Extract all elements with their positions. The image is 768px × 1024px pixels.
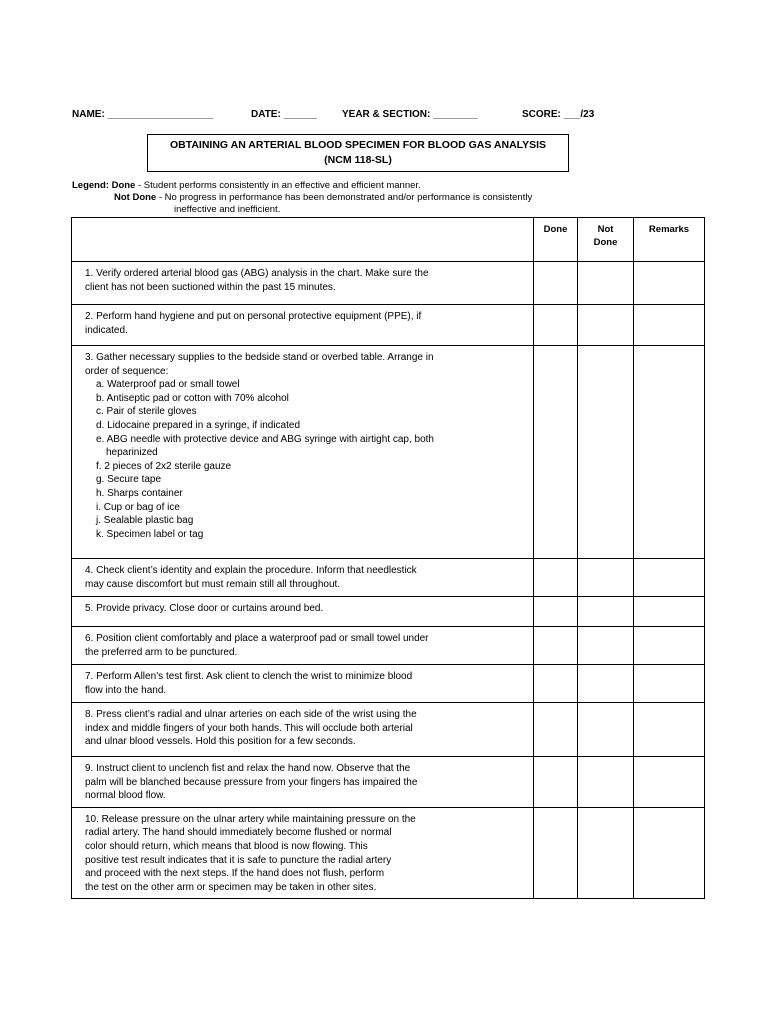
step-text-cell bbox=[72, 559, 534, 597]
step-line: 9. Instruct client to unclench fist and relax the hand now. Observe that the bbox=[85, 763, 411, 774]
step-5-text bbox=[82, 602, 523, 616]
header-not-done-line2: Done bbox=[593, 237, 618, 248]
step-9-text bbox=[82, 762, 523, 803]
supply-item: d. Lidocaine prepared in a syringe, if indicated bbox=[96, 419, 301, 431]
legend-not-done-cont: ineffective and inefficient. bbox=[174, 204, 281, 215]
done-checkbox-cell[interactable] bbox=[534, 559, 578, 597]
not-done-checkbox-cell[interactable] bbox=[578, 665, 634, 703]
done-checkbox-cell[interactable] bbox=[534, 703, 578, 757]
step-text-cell bbox=[72, 346, 534, 559]
legend bbox=[72, 180, 712, 216]
remarks-cell[interactable] bbox=[634, 757, 705, 808]
supply-item: b. Antiseptic pad or cotton with 70% alcohol bbox=[96, 392, 289, 404]
step-line: 6. Position client comfortably and place a waterproof pad or small towel under bbox=[85, 633, 429, 644]
step-line: 3. Gather necessary supplies to the bedside stand or overbed table. Arrange in bbox=[85, 352, 434, 363]
table-row bbox=[72, 597, 705, 627]
supply-item: f. 2 pieces of 2x2 sterile gauze bbox=[96, 460, 232, 472]
done-checkbox-cell[interactable] bbox=[534, 262, 578, 305]
table-row bbox=[72, 627, 705, 665]
step-text-cell bbox=[72, 757, 534, 808]
year-section-field-label: YEAR & SECTION: ________ bbox=[342, 109, 478, 120]
not-done-checkbox-cell[interactable] bbox=[578, 703, 634, 757]
remarks-cell[interactable] bbox=[634, 262, 705, 305]
done-checkbox-cell[interactable] bbox=[534, 346, 578, 559]
step-text-cell bbox=[72, 305, 534, 346]
not-done-checkbox-cell[interactable] bbox=[578, 597, 634, 627]
remarks-cell[interactable] bbox=[634, 346, 705, 559]
remarks-cell[interactable] bbox=[634, 703, 705, 757]
header-not-done bbox=[578, 218, 634, 262]
supply-item: g. Secure tape bbox=[96, 474, 162, 486]
step-line: color should return, which means that blood is now flowing. This bbox=[85, 840, 368, 852]
done-checkbox-cell[interactable] bbox=[534, 757, 578, 808]
checklist-table bbox=[71, 217, 705, 899]
supply-item: k. Specimen label or tag bbox=[96, 528, 204, 540]
step-text-cell bbox=[72, 597, 534, 627]
step-line: indicated. bbox=[85, 324, 128, 336]
remarks-cell[interactable] bbox=[634, 559, 705, 597]
table-row bbox=[72, 665, 705, 703]
step-line: and proceed with the next steps. If the hand does not flush, perform bbox=[85, 868, 385, 880]
step-line: 5. Provide privacy. Close door or curtains around bed. bbox=[85, 603, 324, 614]
done-checkbox-cell[interactable] bbox=[534, 627, 578, 665]
supply-item: h. Sharps container bbox=[96, 487, 183, 499]
step-line: flow into the hand. bbox=[85, 684, 167, 696]
step-2-text bbox=[82, 310, 523, 337]
not-done-checkbox-cell[interactable] bbox=[578, 305, 634, 346]
step-line: 7. Perform Allen’s test first. Ask client to clench the wrist to minimize blood bbox=[85, 671, 413, 682]
table-row bbox=[72, 305, 705, 346]
date-field-label: DATE: ______ bbox=[251, 109, 317, 120]
step-line: the preferred arm to be punctured. bbox=[85, 646, 238, 658]
step-line: the test on the other arm or specimen may be taken in other sites. bbox=[85, 881, 377, 893]
step-6-text bbox=[82, 632, 523, 659]
step-line: positive test result indicates that it is safe to puncture the radial artery bbox=[85, 854, 392, 866]
step-1-text bbox=[82, 267, 523, 294]
step-line: 2. Perform hand hygiene and put on personal protective equipment (PPE), if bbox=[85, 311, 422, 322]
step-7-text bbox=[82, 670, 523, 697]
legend-not-done-row bbox=[72, 192, 712, 204]
step-line: 1. Verify ordered arterial blood gas (ABG) analysis in the chart. Make sure the bbox=[85, 268, 429, 279]
header-procedure-cell bbox=[72, 218, 534, 262]
header-remarks: Remarks bbox=[634, 218, 705, 262]
title-line-2: (NCM 118-SL) bbox=[324, 154, 392, 166]
score-field-label: SCORE: ___/23 bbox=[522, 109, 595, 120]
remarks-cell[interactable] bbox=[634, 627, 705, 665]
step-line: may cause discomfort but must remain still all throughout. bbox=[85, 578, 341, 590]
supply-item: a. Waterproof pad or small towel bbox=[96, 379, 240, 391]
done-checkbox-cell[interactable] bbox=[534, 807, 578, 899]
table-row bbox=[72, 559, 705, 597]
remarks-cell[interactable] bbox=[634, 807, 705, 899]
header-done: Done bbox=[534, 218, 578, 262]
step-4-text bbox=[82, 564, 523, 591]
table-row bbox=[72, 703, 705, 757]
legend-done-term: Done bbox=[111, 180, 136, 191]
step-3-text bbox=[82, 351, 523, 378]
step-line: palm will be blanched because pressure from your fingers has impaired the bbox=[85, 776, 418, 788]
table-row bbox=[72, 757, 705, 808]
step-line: 10. Release pressure on the ulnar artery while maintaining pressure on the bbox=[85, 813, 416, 825]
step-text-cell bbox=[72, 665, 534, 703]
legend-not-done-term: Not Done bbox=[114, 192, 157, 203]
table-row bbox=[72, 346, 705, 559]
done-checkbox-cell[interactable] bbox=[534, 665, 578, 703]
step-8-text bbox=[82, 708, 523, 749]
step-line: index and middle fingers of your both hands. This will occlude both arterial bbox=[85, 722, 413, 734]
supply-item: heparinized bbox=[106, 447, 158, 459]
done-checkbox-cell[interactable] bbox=[534, 305, 578, 346]
legend-label: Legend: bbox=[72, 180, 109, 191]
not-done-checkbox-cell[interactable] bbox=[578, 757, 634, 808]
supply-item: i. Cup or bag of ice bbox=[96, 501, 180, 513]
supply-list bbox=[82, 378, 523, 541]
not-done-checkbox-cell[interactable] bbox=[578, 807, 634, 899]
step-line: client has not been suctioned within the past 15 minutes. bbox=[85, 281, 336, 293]
table-row bbox=[72, 262, 705, 305]
title-line-1: OBTAINING AN ARTERIAL BLOOD SPECIMEN FOR BLOOD GAS ANALYSIS bbox=[169, 139, 547, 151]
step-line: normal blood flow. bbox=[85, 790, 166, 802]
step-line: radial artery. The hand should immediately become flushed or normal bbox=[85, 827, 392, 839]
step-line: 8. Press client’s radial and ulnar arteries on each side of the wrist using the bbox=[85, 709, 417, 720]
supply-item: c. Pair of sterile gloves bbox=[96, 406, 197, 418]
step-line: order of sequence: bbox=[85, 365, 169, 377]
step-line: and ulnar blood vessels. Hold this position for a few seconds. bbox=[85, 736, 356, 748]
not-done-checkbox-cell[interactable] bbox=[578, 627, 634, 665]
remarks-cell[interactable] bbox=[634, 665, 705, 703]
table-row bbox=[72, 807, 705, 899]
step-text-cell bbox=[72, 262, 534, 305]
remarks-cell[interactable] bbox=[634, 305, 705, 346]
step-text-cell bbox=[72, 703, 534, 757]
done-checkbox-cell[interactable] bbox=[534, 597, 578, 627]
supply-item: j. Sealable plastic bag bbox=[96, 515, 194, 527]
legend-done-row bbox=[72, 180, 712, 192]
not-done-checkbox-cell[interactable] bbox=[578, 346, 634, 559]
name-field-label: NAME: ___________________ bbox=[72, 109, 214, 120]
header-not-done-line1: Not bbox=[597, 224, 614, 235]
not-done-checkbox-cell[interactable] bbox=[578, 559, 634, 597]
not-done-checkbox-cell[interactable] bbox=[578, 262, 634, 305]
document-title bbox=[147, 134, 569, 172]
supply-item: e. ABG needle with protective device and ABG syringe with airtight cap, both bbox=[96, 433, 434, 445]
step-text-cell bbox=[72, 627, 534, 665]
step-10-text bbox=[82, 813, 523, 895]
step-text-cell bbox=[72, 807, 534, 899]
legend-done-desc: - Student performs consistently in an effective and efficient manner. bbox=[135, 180, 421, 191]
table-header-row bbox=[72, 218, 705, 262]
remarks-cell[interactable] bbox=[634, 597, 705, 627]
step-line: 4. Check client’s identity and explain the procedure. Inform that needlestick bbox=[85, 565, 417, 576]
legend-not-done-desc: - No progress in performance has been demonstrated and/or performance is consistently bbox=[156, 192, 533, 203]
